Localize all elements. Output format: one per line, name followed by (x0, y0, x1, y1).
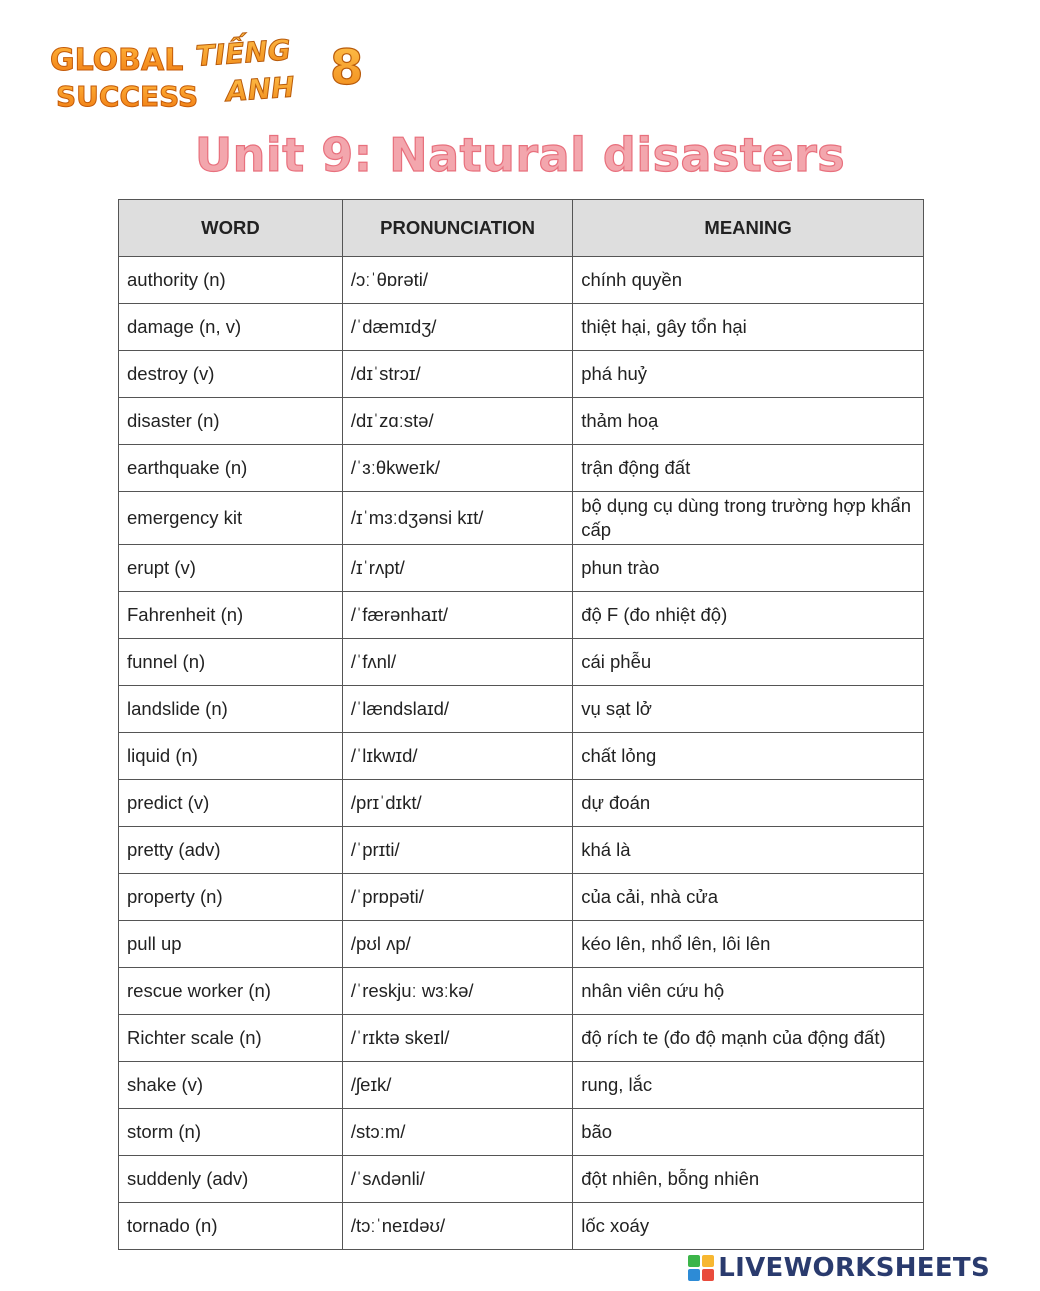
cell-pronunciation: /ɔːˈθɒrəti/ (342, 257, 572, 304)
cell-meaning: rung, lắc (573, 1062, 924, 1109)
cell-meaning: của cải, nhà cửa (573, 874, 924, 921)
cell-meaning: thảm hoạ (573, 398, 924, 445)
cell-pronunciation: /ˈfʌnl/ (342, 639, 572, 686)
cell-word: funnel (n) (119, 639, 343, 686)
logo-tieng-line2: ANH (224, 70, 296, 109)
cell-word: Fahrenheit (n) (119, 592, 343, 639)
cell-word: pull up (119, 921, 343, 968)
table-row (119, 968, 924, 1015)
cell-meaning: vụ sạt lở (573, 686, 924, 733)
cell-word: authority (n) (119, 257, 343, 304)
cell-pronunciation: /ˈlændslaɪd/ (342, 686, 572, 733)
table-header-row (119, 200, 924, 257)
logo-grade: 8 (330, 40, 364, 96)
page-title: Unit 9: Natural disasters (194, 128, 846, 182)
header-meaning: MEANING (573, 200, 924, 257)
cell-word: earthquake (n) (119, 445, 343, 492)
cell-word: tornado (n) (119, 1203, 343, 1250)
cell-word: liquid (n) (119, 733, 343, 780)
cell-word: shake (v) (119, 1062, 343, 1109)
header-word: WORD (119, 200, 343, 257)
table-row (119, 1109, 924, 1156)
cell-meaning: bộ dụng cụ dùng trong trường hợp khẩn cấp (573, 492, 924, 545)
cell-word: Richter scale (n) (119, 1015, 343, 1062)
cell-word: storm (n) (119, 1109, 343, 1156)
tieng-anh-8-logo (192, 28, 377, 108)
cell-pronunciation: /tɔːˈneɪdəʊ/ (342, 1203, 572, 1250)
global-success-logo (48, 32, 199, 114)
vocabulary-table (118, 199, 924, 1250)
cell-pronunciation: /ɪˈrʌpt/ (342, 545, 572, 592)
cell-meaning: cái phễu (573, 639, 924, 686)
cell-pronunciation: /ʃeɪk/ (342, 1062, 572, 1109)
cell-meaning: thiệt hại, gây tổn hại (573, 304, 924, 351)
cell-meaning: trận động đất (573, 445, 924, 492)
cell-meaning: đột nhiên, bỗng nhiên (573, 1156, 924, 1203)
table-row (119, 639, 924, 686)
liveworksheets-watermark (688, 1253, 990, 1283)
cell-meaning: dự đoán (573, 780, 924, 827)
cell-meaning: độ rích te (đo độ mạnh của động đất) (573, 1015, 924, 1062)
table-row (119, 545, 924, 592)
table-row (119, 351, 924, 398)
cell-word: emergency kit (119, 492, 343, 545)
cell-meaning: lốc xoáy (573, 1203, 924, 1250)
watermark-text: LIVEWORKSHEETS (718, 1253, 990, 1283)
table-row (119, 686, 924, 733)
table-row (119, 304, 924, 351)
cell-meaning: chính quyền (573, 257, 924, 304)
cell-pronunciation: /ˈfærənhaɪt/ (342, 592, 572, 639)
table-row (119, 827, 924, 874)
table-row (119, 445, 924, 492)
cell-meaning: khá là (573, 827, 924, 874)
cell-meaning: chất lỏng (573, 733, 924, 780)
cell-pronunciation: /ˈprɪti/ (342, 827, 572, 874)
cell-pronunciation: /stɔːm/ (342, 1109, 572, 1156)
cell-pronunciation: /ˈrɪktə skeɪl/ (342, 1015, 572, 1062)
cell-meaning: nhân viên cứu hộ (573, 968, 924, 1015)
cell-meaning: phá huỷ (573, 351, 924, 398)
table-row (119, 1015, 924, 1062)
cell-pronunciation: /ˈsʌdənli/ (342, 1156, 572, 1203)
cell-pronunciation: /dɪˈstrɔɪ/ (342, 351, 572, 398)
logo-global-line2: SUCCESS (56, 80, 199, 113)
logo-tieng-line1: TIẾNG (194, 33, 292, 73)
table-row (119, 733, 924, 780)
cell-word: landslide (n) (119, 686, 343, 733)
cell-meaning: bão (573, 1109, 924, 1156)
table-body (119, 257, 924, 1250)
cell-word: destroy (v) (119, 351, 343, 398)
liveworksheets-icon (688, 1255, 714, 1281)
cell-meaning: độ F (đo nhiệt độ) (573, 592, 924, 639)
table-row (119, 257, 924, 304)
table-row (119, 492, 924, 545)
table-row (119, 1156, 924, 1203)
cell-pronunciation: /ˈprɒpəti/ (342, 874, 572, 921)
cell-word: damage (n, v) (119, 304, 343, 351)
cell-word: pretty (adv) (119, 827, 343, 874)
table-row (119, 398, 924, 445)
table-row (119, 1203, 924, 1250)
table-row (119, 1062, 924, 1109)
cell-meaning: kéo lên, nhổ lên, lôi lên (573, 921, 924, 968)
cell-word: rescue worker (n) (119, 968, 343, 1015)
cell-word: predict (v) (119, 780, 343, 827)
table-row (119, 780, 924, 827)
cell-word: disaster (n) (119, 398, 343, 445)
table-row (119, 874, 924, 921)
cell-word: property (n) (119, 874, 343, 921)
cell-pronunciation: /ˈɜːθkweɪk/ (342, 445, 572, 492)
cell-word: erupt (v) (119, 545, 343, 592)
cell-pronunciation: /ˈlɪkwɪd/ (342, 733, 572, 780)
cell-meaning: phun trào (573, 545, 924, 592)
cell-pronunciation: /pʊl ʌp/ (342, 921, 572, 968)
logo-global-line1: GLOBAL (50, 43, 184, 78)
table-row (119, 592, 924, 639)
header-pronunciation: PRONUNCIATION (342, 200, 572, 257)
cell-pronunciation: /ˈreskjuː wɜːkə/ (342, 968, 572, 1015)
cell-pronunciation: /ˈdæmɪdʒ/ (342, 304, 572, 351)
cell-pronunciation: /prɪˈdɪkt/ (342, 780, 572, 827)
cell-pronunciation: /dɪˈzɑːstə/ (342, 398, 572, 445)
cell-word: suddenly (adv) (119, 1156, 343, 1203)
cell-pronunciation: /ɪˈmɜːdʒənsi kɪt/ (342, 492, 572, 545)
table-row (119, 921, 924, 968)
